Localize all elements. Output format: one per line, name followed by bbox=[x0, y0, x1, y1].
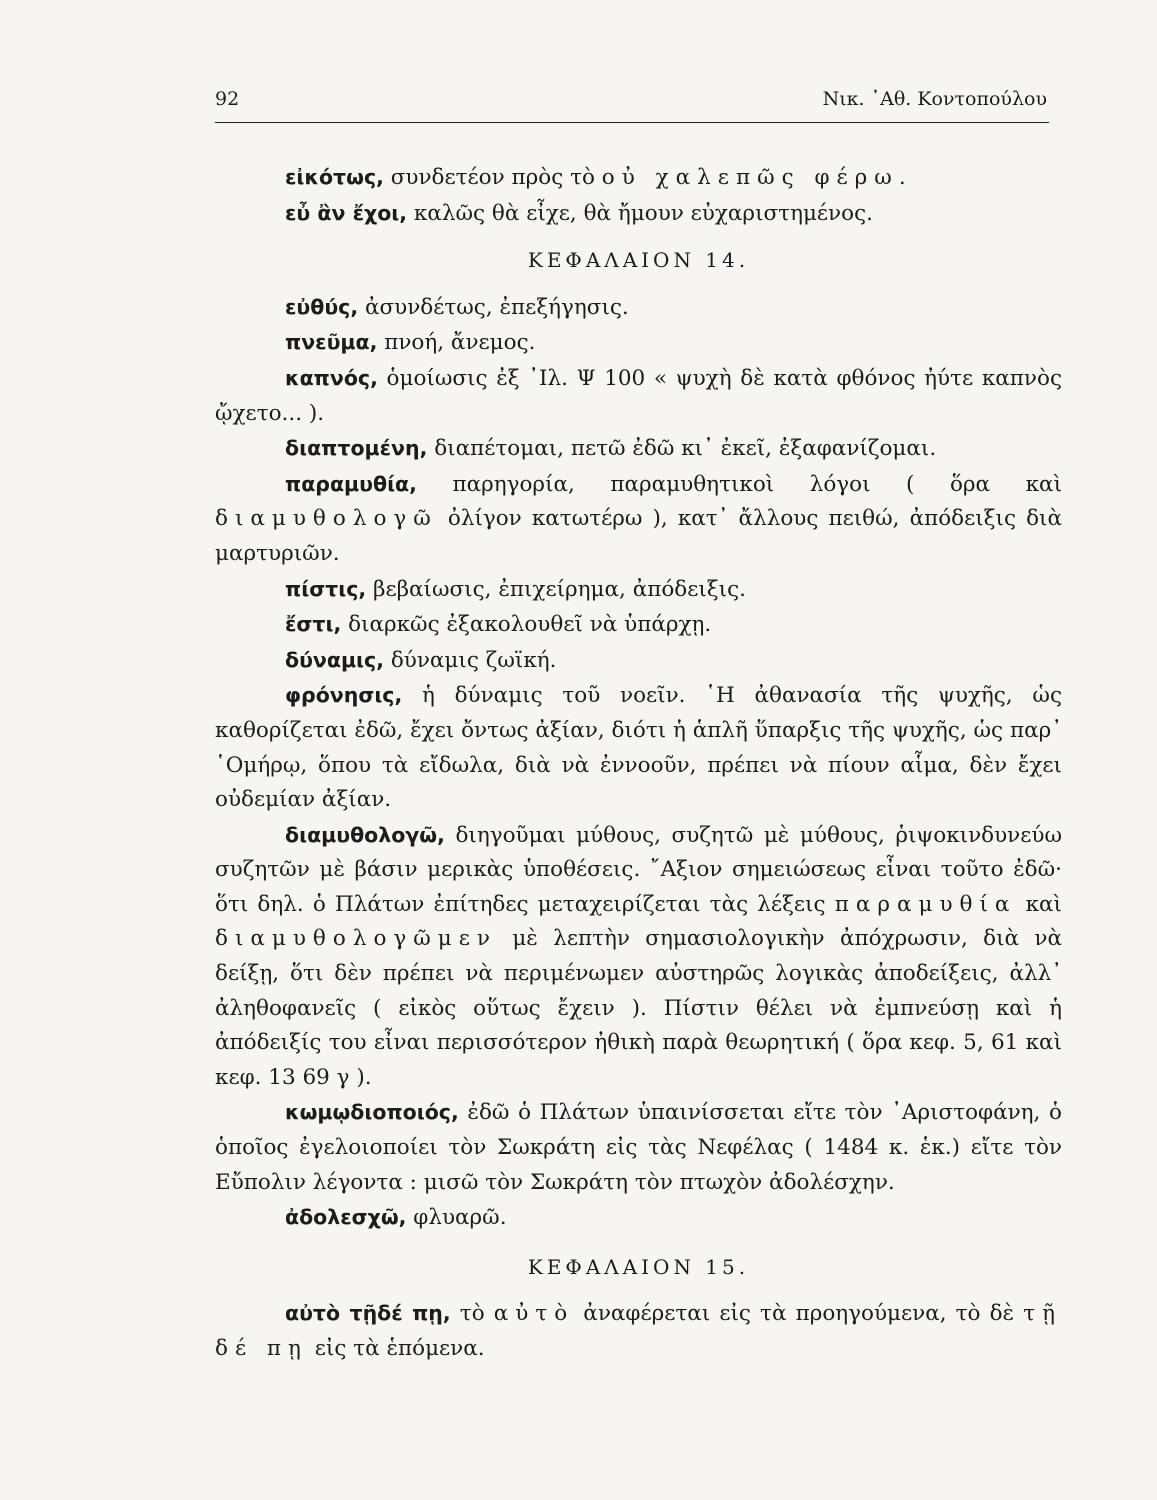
entry-diaptomeni bbox=[215, 431, 1062, 467]
lemma: παραμυθία, bbox=[285, 471, 417, 496]
entry-pistis bbox=[215, 572, 1062, 608]
gloss-cont: μὲ λεπτὴν σημασιολογικὴν ἀπόχρωσιν, διὰ νὰ δείξῃ, ὅτι δὲν πρέπει νὰ περιμένωμεν αὐστηρῶς λογικὰς ἀποδείξεις, ἀλλ᾿ ἀληθοφανεῖς ( εἰκὸς οὕτως ἔχειν ). Πίστιν θέλει νὰ ἐμπνεύσῃ καὶ ἡ ἀπόδειξίς του εἶναι περισσότερον ἠθικὴ παρὰ θεωρητική ( ὅρα κεφ. 5, 61 καὶ κεφ. 13 69 γ ). bbox=[215, 926, 1062, 1090]
lemma: διαπτομένη, bbox=[285, 436, 428, 461]
lemma: εὐθύς, bbox=[285, 294, 359, 319]
spaced-phrase: οὐ χαλεπῶς φέρω bbox=[601, 165, 899, 190]
chapter-heading-14: ΚΕΦΑΛΑΙΟΝ 14. bbox=[527, 248, 750, 273]
lemma: διαμυθολογῶ, bbox=[285, 822, 445, 847]
spaced-word: διαμυθολογῶμεν bbox=[215, 926, 497, 952]
gloss-cont: εἰς τὰ ἑπόμενα. bbox=[307, 1336, 485, 1361]
gloss: διηγοῦμαι μύθους, συζητῶ μὲ μύθους, ῥιψοκινδυνεύω συζητῶν μὲ βάσιν μερικὰς ὑποθέσεις. ῎Αξιον σημειώσεως εἶναι τοῦτο ἐδῶ· ὅτι δηλ. ὁ Πλάτων ἐπίτηδες μεταχειρίζεται τὰς λέξεις bbox=[215, 822, 1062, 917]
entry-kapnos bbox=[215, 361, 1062, 431]
entry-komodiopoios bbox=[215, 1095, 1062, 1200]
gloss: καλῶς θὰ εἶχε, θὰ ἤμουν εὐχαριστημένος. bbox=[407, 200, 873, 226]
gloss: τὸ bbox=[450, 1301, 494, 1327]
gloss: φλυαρῶ. bbox=[406, 1205, 507, 1231]
lemma: φρόνησις, bbox=[285, 683, 403, 708]
entry-pneuma bbox=[215, 325, 1062, 361]
entry-diamythologo bbox=[215, 818, 1062, 1096]
gloss: διαρκῶς ἐξακολουθεῖ νὰ ὑπάρχῃ. bbox=[341, 612, 712, 638]
entry-fronisis bbox=[215, 678, 1062, 817]
gloss: ἀσυνδέτως, ἐπεξήγησις. bbox=[358, 294, 629, 320]
gloss-cont: ὀλίγον κατωτέρω ), κατ᾿ ἄλλους πειθώ, ἀπόδειξις διὰ μαρτυριῶν. bbox=[215, 506, 1062, 566]
entry-eikotos bbox=[215, 160, 1062, 196]
entry-auto-tide-pi bbox=[215, 1296, 1062, 1366]
lemma: εἰκότως, bbox=[285, 165, 384, 189]
chapter-heading-15: ΚΕΦΑΛΑΙΟΝ 15. bbox=[527, 1254, 750, 1279]
entry-euthys bbox=[215, 290, 1062, 326]
gloss: πνοή, ἄνεμος. bbox=[377, 330, 536, 356]
spaced-word: αὐτὸ bbox=[493, 1301, 575, 1327]
gloss: βεβαίωσις, ἐπιχείρημα, ἀπόδειξις. bbox=[366, 576, 746, 602]
entry-paramythia bbox=[215, 467, 1062, 572]
lemma: αὐτὸ τῇδέ πῃ, bbox=[285, 1301, 451, 1326]
entry-eu-an-echoi bbox=[215, 196, 1062, 232]
entry-adoleschо bbox=[215, 1200, 1062, 1236]
gloss-tail: . bbox=[898, 165, 906, 190]
commentary-body bbox=[215, 160, 1062, 1367]
lemma: καπνός, bbox=[285, 365, 378, 390]
gloss: δύναμις ζωϊκή. bbox=[384, 647, 557, 673]
gloss: ἡ δύναμις τοῦ νοεῖν. ῾Η ἀθανασία τῆς ψυχῆς, ὡς καθορίζεται ἐδῶ, ἔχει ὄντως ἀξίαν, διότι ἡ ἁπλῆ ὕπαρξις τῆς ψυχῆς, ὡς παρ᾿ ῾Ομήρῳ, ὅπου τὰ εἴδωλα, διὰ νὰ ἐννοοῦν, πρέπει νὰ πίουν αἷμα, δὲν ἔχει οὐδεμίαν ἀξίαν. bbox=[215, 683, 1062, 813]
gloss-cont: ἀναφέρεται εἰς τὰ προηγούμενα, τὸ δὲ bbox=[574, 1301, 1024, 1327]
gloss: διαπέτομαι, πετῶ ἐδῶ κι᾿ ἐκεῖ, ἐξαφανίζομαι. bbox=[427, 436, 937, 462]
lemma: ἀδολεσχῶ, bbox=[285, 1205, 407, 1230]
lemma: πνεῦμα, bbox=[285, 330, 378, 355]
lemma: εὖ ἂν ἔχοι, bbox=[285, 200, 408, 225]
page-header bbox=[215, 88, 1047, 116]
spaced-word: διαμυθολογῶ bbox=[215, 506, 438, 532]
lemma: πίστις, bbox=[285, 576, 367, 601]
gloss: ὁμοίωσις ἐξ ᾿Ιλ. Ψ 100 « ψυχὴ δὲ κατὰ φθόνος ἠύτε καπνὸς ᾤχετο... ). bbox=[215, 365, 1062, 426]
gloss: παρηγορία, παραμυθητικοὶ λόγοι ( ὅρα καὶ bbox=[416, 471, 1062, 497]
spaced-word: τῇ δέ πῃ bbox=[215, 1301, 1062, 1361]
running-head-author: Νικ. ᾿Αθ. Κοντοπούλου bbox=[822, 88, 1047, 110]
header-rule bbox=[215, 122, 1049, 123]
entry-dynamis bbox=[215, 643, 1062, 679]
lemma: δύναμις, bbox=[285, 647, 384, 672]
lemma: ἔστι, bbox=[285, 612, 342, 637]
gloss: ἐδῶ ὁ Πλάτων ὑπαινίσσεται εἴτε τὸν ᾿Αριστοφάνη, ὁ ὁποῖος ἐγελοιοποίει τὸν Σωκράτη εἰς τὰς Νεφέλας ( 1484 κ. ἑκ.) εἴτε τὸν Εὔπολιν λέγοντα : μισῶ τὸν Σωκράτη τὸν πτωχὸν ἀδολέσχην. bbox=[215, 1100, 1062, 1195]
gloss-cont: καὶ bbox=[1016, 891, 1062, 917]
gloss: συνδετέον πρὸς τὸ bbox=[383, 165, 602, 190]
spaced-word: παραμυθία bbox=[834, 891, 1017, 917]
lemma: κωμῳδιοποιός, bbox=[285, 1100, 459, 1125]
page-number: 92 bbox=[215, 88, 240, 110]
entry-esti bbox=[215, 607, 1062, 643]
